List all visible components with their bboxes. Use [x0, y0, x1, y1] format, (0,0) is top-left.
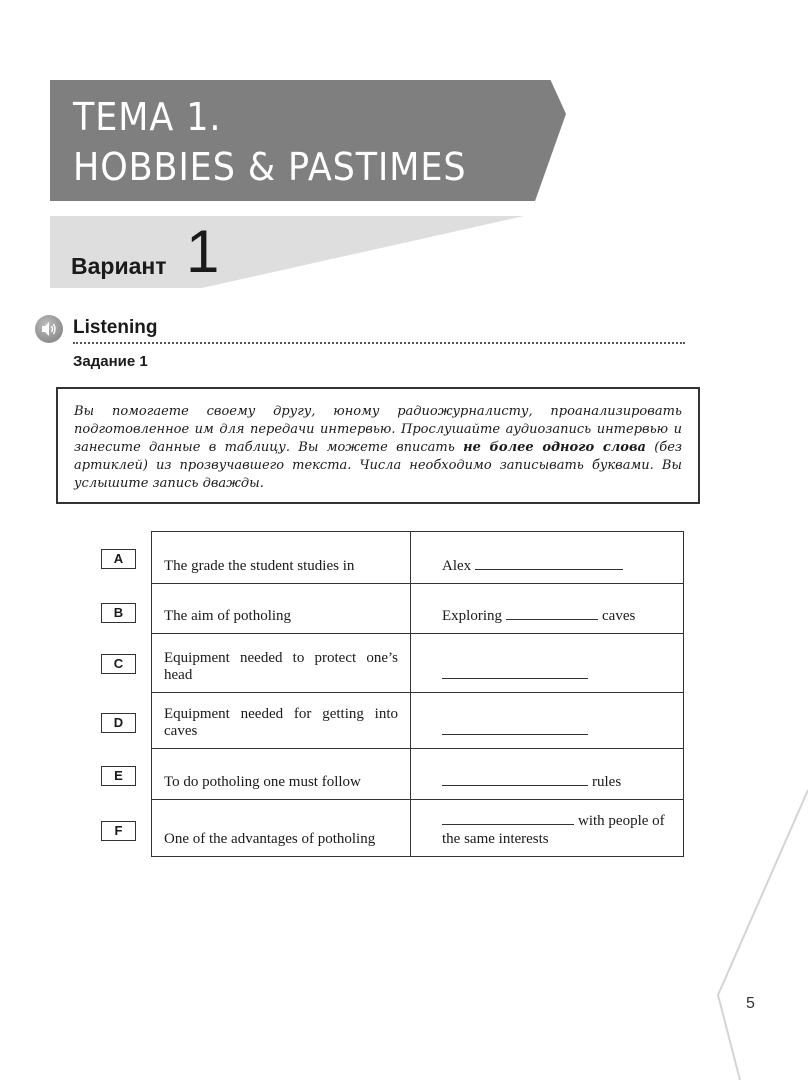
answer-cell — [411, 634, 684, 693]
question-cell: Equipment needed to protect one’s head — [152, 634, 411, 693]
question-cell: To do potholing one must follow — [152, 749, 411, 800]
section-title: Listening — [73, 317, 158, 338]
question-cell: One of the advantages of potholing — [152, 800, 411, 857]
table-row — [152, 532, 684, 584]
table-row — [152, 634, 684, 693]
answer-cell — [411, 693, 684, 749]
speaker-icon — [35, 315, 63, 343]
instructions-text-1: Вы помогаете своему другу, юному радиожурналисту, проанализировать подготовленное им для передачи интервью. Прослушайте аудиозапись интервью и занесите данные в таблицу. Вы можете вписать — [74, 404, 682, 455]
answer-blank[interactable] — [442, 733, 588, 735]
instructions-box — [56, 387, 700, 504]
row-label-b: B — [101, 603, 136, 623]
answer-suffix: rules — [592, 774, 622, 790]
answer-blank[interactable] — [506, 618, 598, 620]
table-row — [152, 749, 684, 800]
theme-title-line1: ТЕМА 1. — [73, 95, 222, 139]
answer-blank[interactable] — [475, 568, 623, 570]
page-edge-decoration — [700, 780, 808, 1080]
answer-table — [151, 531, 684, 857]
row-label-f: F — [101, 821, 136, 841]
instructions-emphasis: не более одного слова — [463, 440, 646, 455]
instructions-text-2: (без артиклей) из прозвучавшего текста. Числа необходимо записывать буквами. Вы услышите запись дважды. — [74, 440, 682, 491]
row-label-c: C — [101, 654, 136, 674]
answer-prefix: Exploring — [442, 608, 502, 624]
answer-suffix: with people of the same interests — [442, 813, 665, 847]
row-label-d: D — [101, 713, 136, 733]
table-row — [152, 693, 684, 749]
question-cell: The aim of potholing — [152, 584, 411, 634]
question-cell: Equipment needed for getting into caves — [152, 693, 411, 749]
answer-blank[interactable] — [442, 677, 588, 679]
answer-blank[interactable] — [442, 823, 574, 825]
answer-cell — [411, 800, 684, 857]
row-label-a: A — [101, 549, 136, 569]
dotted-divider — [73, 342, 685, 344]
answer-blank[interactable] — [442, 784, 588, 786]
task-title: Задание 1 — [73, 353, 148, 370]
variant-number: 1 — [186, 218, 220, 285]
page-number: 5 — [746, 995, 755, 1012]
table-row — [152, 584, 684, 634]
row-label-e: E — [101, 766, 136, 786]
answer-cell — [411, 584, 684, 634]
table-row — [152, 800, 684, 857]
question-cell: The grade the student studies in — [152, 532, 411, 584]
answer-suffix: caves — [602, 608, 636, 624]
answer-cell — [411, 749, 684, 800]
variant-label: Вариант — [71, 253, 167, 279]
answer-cell — [411, 532, 684, 584]
theme-title-line2: HOBBIES & PASTIMES — [73, 145, 467, 189]
answer-prefix: Alex — [442, 558, 472, 574]
